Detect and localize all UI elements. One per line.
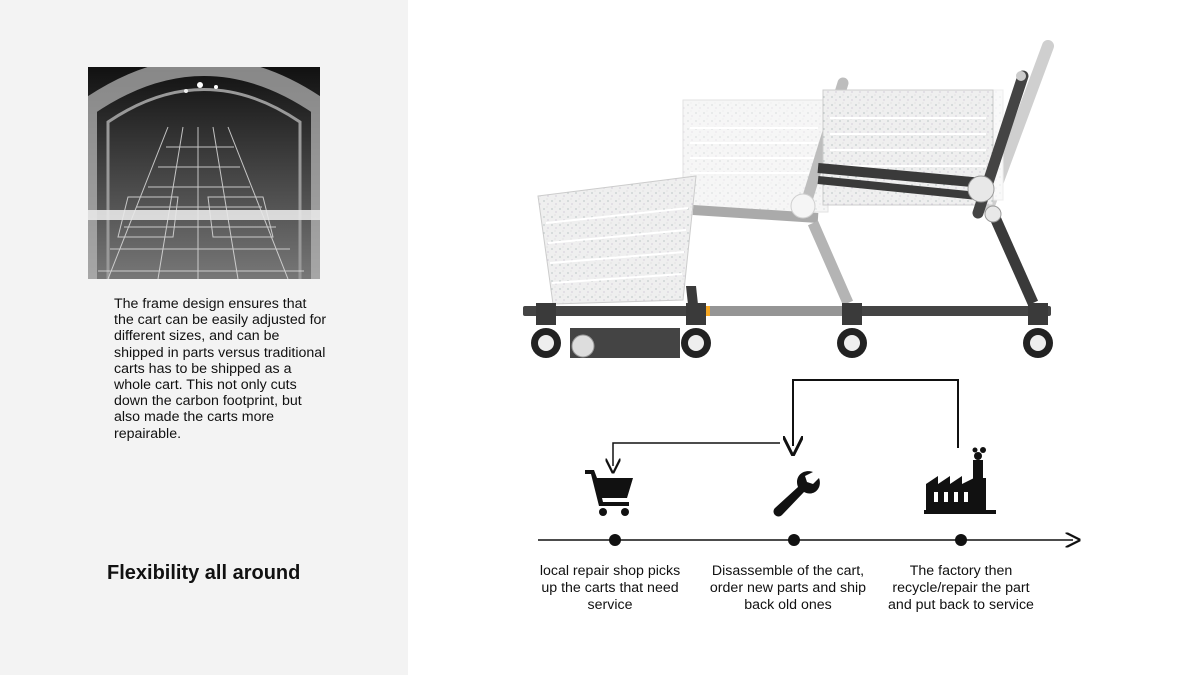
- step-label-repair-shop: local repair shop picks up the carts that need service: [539, 563, 681, 613]
- connector-wrench-to-cart: [613, 443, 780, 466]
- timeline-dot-2: [788, 534, 800, 546]
- factory-icon: [924, 447, 996, 514]
- description-text: The frame design ensures that the cart can be easily adjusted for different sizes, and can be shipped in parts versus traditional carts has to be shipped as a whole cart. This not only cuts down the carbon footprint, but also made the carts more repairable.: [114, 296, 327, 442]
- wrench-icon: [774, 471, 820, 516]
- base-frame: [523, 306, 1051, 316]
- shopping-cart-icon: [585, 470, 633, 516]
- nested-carts-photo: [88, 67, 320, 279]
- step-label-factory: The factory then recycle/repair the part and put back to service: [888, 563, 1034, 613]
- section-title: Flexibility all around: [107, 562, 301, 584]
- timeline-dot-3: [955, 534, 967, 546]
- step-label-disassemble: Disassemble of the cart, order new parts and ship back old ones: [709, 563, 867, 613]
- timeline-dot-1: [609, 534, 621, 546]
- connector-factory-to-wrench: [793, 380, 958, 448]
- cart-size-illustration: [518, 38, 1063, 376]
- service-flow-diagram: [530, 370, 1090, 555]
- small-cart: [538, 176, 700, 358]
